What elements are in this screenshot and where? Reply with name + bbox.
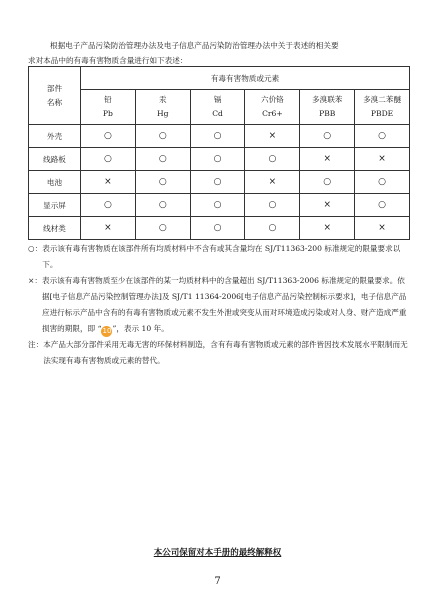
substance-value-cell: × — [300, 194, 355, 217]
substance-symbol: PBB — [319, 109, 336, 118]
part-name-cell: 线材类 — [29, 217, 81, 240]
substance-value-cell: ○ — [190, 194, 245, 217]
substance-value-cell: ○ — [135, 171, 190, 194]
table-header-row — [29, 67, 410, 90]
table-body — [29, 125, 410, 240]
note-circle — [28, 241, 408, 273]
substance-value-cell: × — [245, 171, 300, 194]
note-circle-text: 表示该有毒有害物质在该部件所有均质材料中不含有或其含量均在 SJ/T11363-200 标准规定的限量要求以下。 — [42, 244, 401, 269]
page-number: 7 — [214, 576, 221, 587]
substance-value-cell: × — [300, 148, 355, 171]
part-name-cell: 显示屏 — [29, 194, 81, 217]
substance-value-cell: ○ — [135, 148, 190, 171]
substance-symbol: Cr6+ — [262, 109, 283, 118]
substance-value-cell: ○ — [300, 171, 355, 194]
part-name-header — [29, 67, 81, 125]
efup-10-logo-icon: 10 — [102, 327, 112, 335]
substance-value-cell: × — [81, 217, 136, 240]
notes-section — [28, 241, 408, 369]
substance-value-cell: ○ — [300, 125, 355, 148]
substance-value-cell: ○ — [190, 125, 245, 148]
substance-value-cell: ○ — [190, 171, 245, 194]
substance-header — [81, 90, 136, 125]
substance-value-cell: ○ — [190, 217, 245, 240]
substance-symbol: PBDE — [370, 109, 394, 118]
substance-value-cell: ○ — [355, 125, 410, 148]
intro-paragraph — [28, 38, 408, 68]
substance-value-cell: × — [81, 171, 136, 194]
part-name-cell: 外壳 — [29, 125, 81, 148]
substance-value-cell: ○ — [135, 194, 190, 217]
part-name-header-line-1: 部件 — [46, 83, 63, 93]
substance-symbol: Cd — [212, 109, 223, 118]
note-remark-text: 本产品大部分部件采用无毒无害的环保材料制造，含有有毒有害物质或元素的部件皆因技术发展水平限制而无法实现有毒有害物质或元素的替代。 — [43, 340, 408, 365]
hazardous-substance-table — [28, 66, 410, 240]
substance-symbol: Hg — [157, 109, 169, 118]
note-cross-text-after: ”，表示 10 年。 — [112, 324, 169, 333]
remark-mark: 注： — [28, 340, 44, 349]
substance-header — [135, 90, 190, 125]
substance-value-cell: ○ — [190, 148, 245, 171]
substance-header — [300, 90, 355, 125]
substance-name: 镉 — [213, 95, 222, 104]
substance-value-cell: ○ — [81, 148, 136, 171]
substance-value-cell: × — [355, 217, 410, 240]
substance-value-cell: ○ — [81, 125, 136, 148]
substance-name: 汞 — [158, 95, 167, 104]
substance-value-cell: × — [300, 217, 355, 240]
substance-value-cell: ○ — [135, 217, 190, 240]
substance-name: 多溴二苯醚 — [363, 95, 402, 104]
intro-line-2: 求对本品中的有毒有害物质含量进行如下表述： — [28, 56, 188, 65]
substance-group-header: 有毒有害物质或元素 — [81, 67, 410, 90]
cross-mark: ×： — [28, 276, 42, 285]
substance-header — [190, 90, 245, 125]
table-row — [29, 194, 410, 217]
table-row — [29, 148, 410, 171]
note-cross — [28, 273, 408, 337]
note-cross-text-before: 表示该有毒有害物质至少在该部件的某一均质材料中的含量超出 SJ/T11363-2006 标准规定的限量要求。依据[电子信息产品污染控制管理办法]及 SJ/T1 11364-2006[电子信息产品污染控制标示要求]，电子信息产品应进行标示产品中含有的有毒有害物质或元素不发生外泄或突变从而对环境造成污染或对人身、财产造成严重损害的期限，即 “ — [42, 276, 407, 333]
table-row — [29, 217, 410, 240]
substance-value-cell: ○ — [245, 148, 300, 171]
intro-line-1: 根据电子产品污染防治管理办法及电子信息产品污染防治管理办法中关于表述的相关要 — [50, 41, 339, 50]
substance-value-cell: × — [245, 125, 300, 148]
substance-value-cell: ○ — [81, 194, 136, 217]
copyright-notice: 本公司保留对本手册的最终解释权 — [153, 548, 282, 558]
part-name-header-line-2: 名称 — [46, 97, 63, 107]
substance-header-row — [29, 90, 410, 125]
substance-value-cell: ○ — [135, 125, 190, 148]
table-row — [29, 125, 410, 148]
substance-value-cell: ○ — [355, 194, 410, 217]
substance-name: 六价铬 — [261, 95, 284, 104]
substance-value-cell: ○ — [355, 171, 410, 194]
substance-name: 铅 — [104, 95, 112, 104]
substance-value-cell: ○ — [245, 217, 300, 240]
part-name-cell: 线路板 — [29, 148, 81, 171]
table-row — [29, 171, 410, 194]
note-remark — [28, 337, 408, 369]
note-cross-text — [42, 273, 408, 337]
substance-symbol: Pb — [102, 109, 113, 118]
substance-header — [355, 90, 410, 125]
substance-header — [245, 90, 300, 125]
substance-name: 多溴联苯 — [312, 95, 343, 104]
part-name-cell: 电池 — [29, 171, 81, 194]
substance-value-cell: × — [355, 148, 410, 171]
circle-mark: ○： — [28, 244, 43, 253]
substance-value-cell: ○ — [245, 194, 300, 217]
